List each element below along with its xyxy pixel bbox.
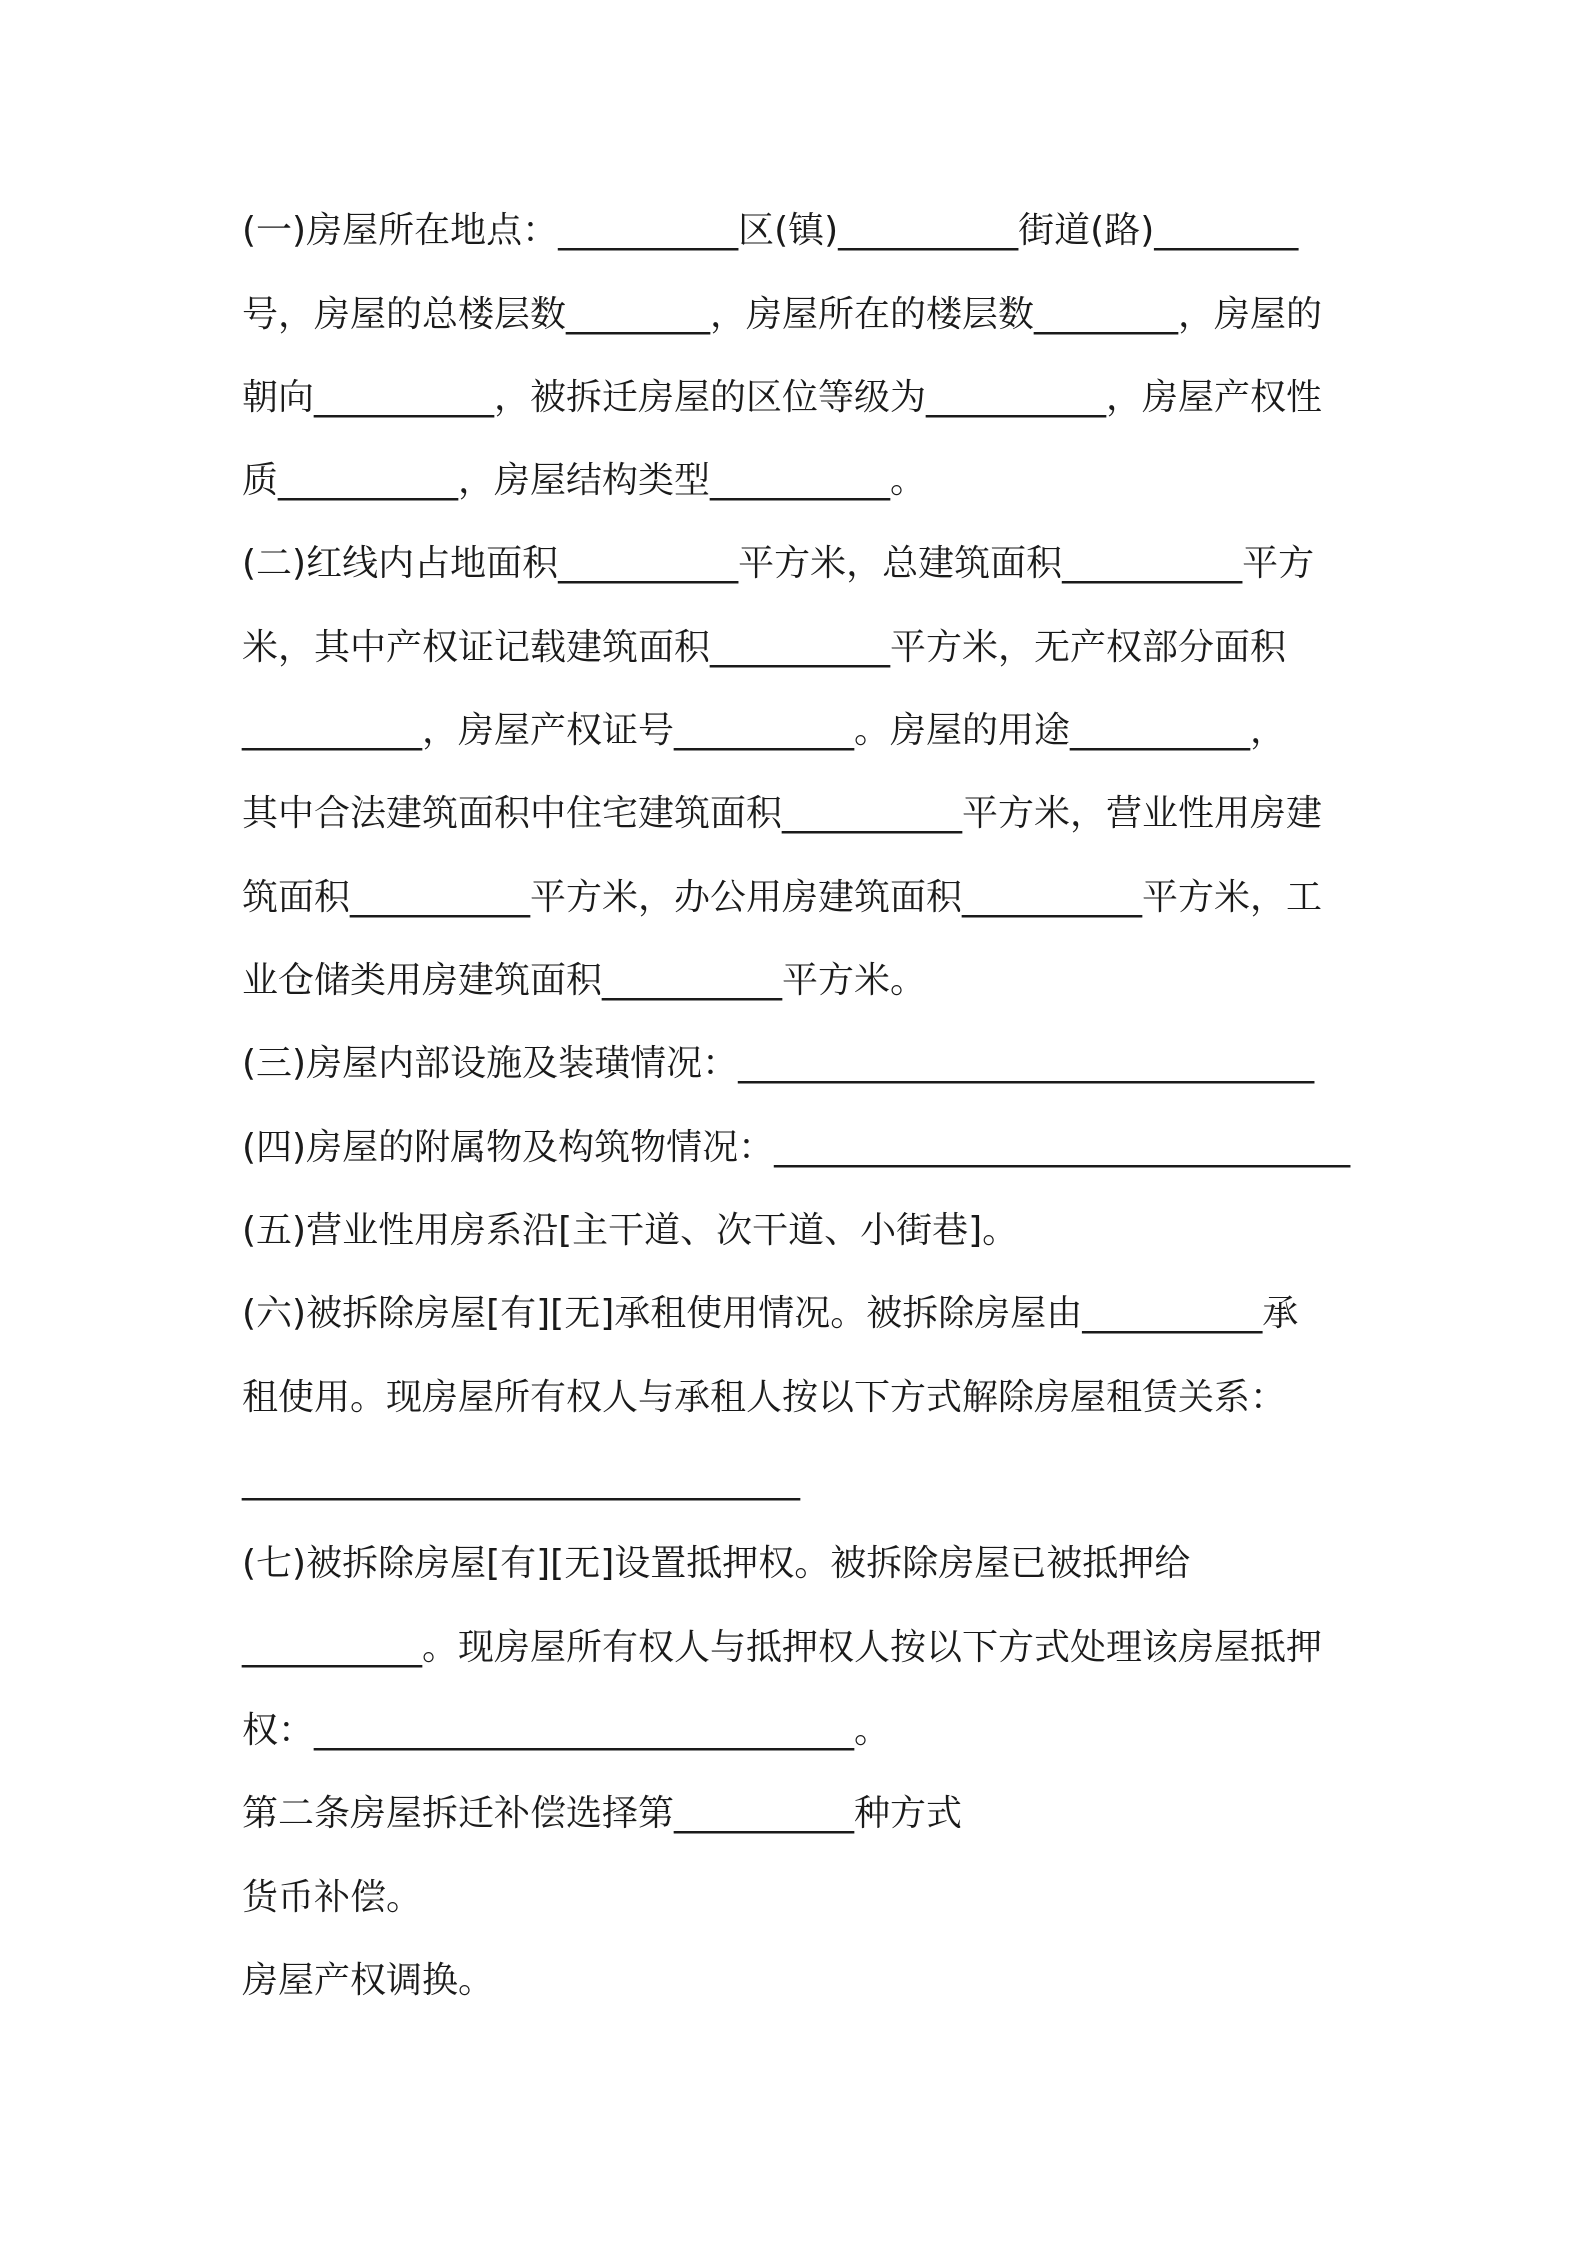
text-line: 房屋产权调换。 [242,1960,495,2001]
text-line: 米，其中产权证记载建筑面积__________平方米，无产权部分面积 [242,627,1287,668]
text-line: (二)红线内占地面积__________平方米，总建筑面积__________平方 [242,543,1315,584]
text-line: (四)房屋的附属物及构筑物情况：________________________________ [242,1127,1351,1168]
text-line: 业仓储类用房建筑面积__________平方米。 [242,960,927,1001]
text-line: (三)房屋内部设施及装璜情况：________________________________ [242,1043,1315,1084]
text-line: 第二条房屋拆迁补偿选择第__________种方式 [242,1793,963,1834]
blank-line: _______________________________ [242,1460,800,1501]
text-line: 租使用。现房屋所有权人与承租人按以下方式解除房屋租赁关系： [242,1377,1287,1418]
text-line: (一)房屋所在地点：__________区(镇)__________街道(路)________ [242,210,1299,251]
text-line: 权：______________________________。 [242,1710,890,1751]
text-line: 号，房屋的总楼层数________，房屋所在的楼层数________，房屋的 [242,294,1323,335]
text-line: 其中合法建筑面积中住宅建筑面积__________平方米，营业性用房建 [242,793,1323,834]
text-line: (五)营业性用房系沿[主干道、次干道、小街巷]。 [242,1210,1019,1251]
text-line: (七)被拆除房屋[有][无]设置抵押权。被拆除房屋已被抵押给 [242,1543,1191,1584]
text-line: (六)被拆除房屋[有][无]承租使用情况。被拆除房屋由__________承 [242,1293,1299,1334]
text-line: __________。现房屋所有权人与抵押权人按以下方式处理该房屋抵押 [242,1627,1323,1668]
text-line: 质__________，房屋结构类型__________。 [242,460,927,501]
text-line: 朝向__________，被拆迁房屋的区位等级为__________，房屋产权性 [242,377,1323,418]
text-line: 筑面积__________平方米，办公用房建筑面积__________平方米，工 [242,877,1323,918]
text-line: __________，房屋产权证号__________。房屋的用途__________， [242,710,1287,751]
text-line: 货币补偿。 [242,1877,423,1918]
